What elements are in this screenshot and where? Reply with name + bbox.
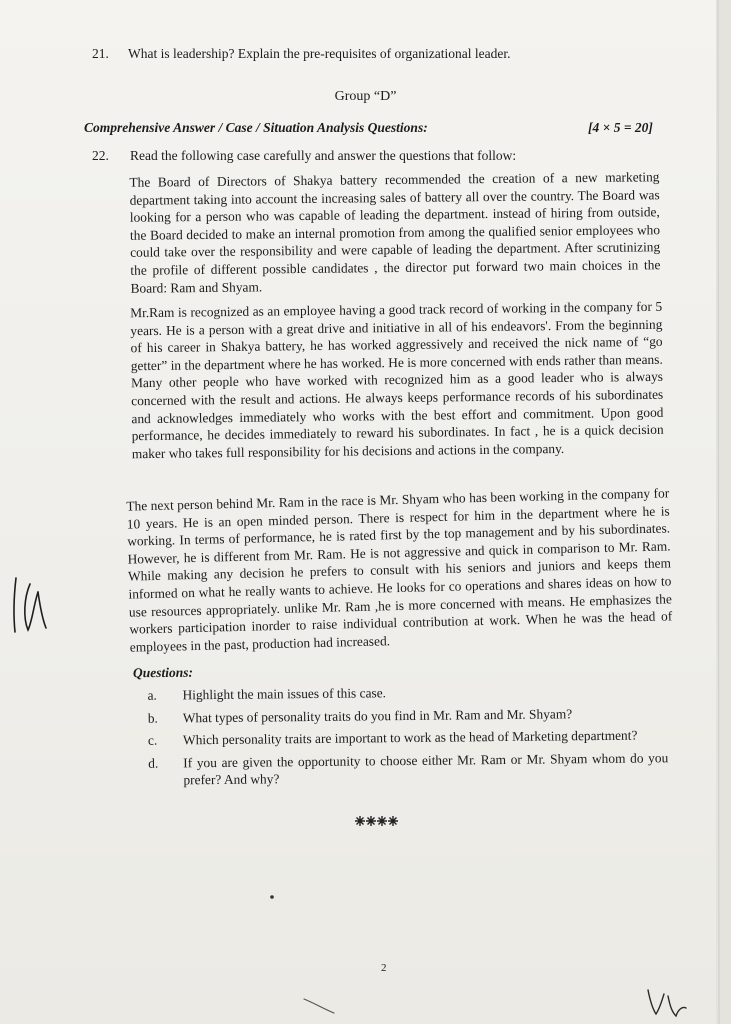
question-letter: a. (147, 687, 157, 703)
section-marks: [4 × 5 = 20] (588, 120, 653, 135)
question-letter: d. (148, 755, 159, 771)
question-22-number: 22. (92, 148, 109, 163)
case-paragraph-shyam: The next person behind Mr. Ram in the race is Mr. Shyam who has been working in the company for 10 years. He is an open minded person. There is respect for him in the department where he is working. In terms of performance, he is rated first by the top management and by his subordinates. However, he is different from Mr. Ram. He is not aggressive and quick in comparison to Mr. Ram. While making any decision he prefers to consult with his seniors and juniors and keeps them informed on what he really wants to achieve. He looks for co operations and shares ideas on how to use resources appropriately. unlike Mr. Ram ,he is more concerned with means. He emphasizes the workers participation inorder to raise individual contribution at work. When he was the head of employees in the past, production had increased. (126, 485, 673, 655)
stray-pen-mark (300, 995, 340, 1017)
question-21-text: What is leadership? Explain the pre-requisites of organizational leader. (128, 46, 511, 61)
case-paragraph-board: The Board of Directors of Shakya battery recommended the creation of a new marketing department taking into account the increasing sales of battery all over the country. The Board was looking for a person who was capable of leading the department. instead of hiring from outside, the Board decided to make an internal promotion from among the qualified senior employees who could take over the responsibility and were capable of leading the department. After scrutinizing the profile of different possible candidates , the director put forward two main choices in the Board: Ram and Shyam. (129, 169, 661, 296)
page-number: 2 (381, 962, 387, 974)
handwritten-margin-mark (8, 570, 54, 640)
handwritten-corner-mark (642, 986, 692, 1020)
question-letter: c. (147, 732, 158, 748)
end-ornament-icon (354, 813, 400, 829)
question-text: What types of personality traits do you find in Mr. Ram and Mr. Shyam? (182, 705, 573, 725)
question-text: Which personality traits are important to work as the head of Marketing department? (182, 727, 638, 748)
question-22-text: Read the following case carefully and answer the questions that follow: (130, 148, 517, 163)
case-paragraph-ram: Mr.Ram is recognized as an employee having a good track record of working in the company for 5 years. He is a person with a great drive and initiative in all of his endeavors'. From the beginning of his career in Shakya battery, he has worked aggressively and received the nick name of “go getter” in the department where he has worked. He is more concerned with ends rather than means. Many other people who have worked with recognized him as a good leader who is always concerned with the result and actions. He always keeps performance records of his subordinates and acknowledges immediately who works with the best effort and commitment. Upon good performance, he decides immediately to reward his subordinates. In fact , he is a quick decision maker who takes full responsibility for his decisions and actions in the company. (130, 298, 664, 461)
section-title: Comprehensive Answer / Case / Situation Analysis Questions: (84, 120, 428, 135)
question-22 (92, 148, 516, 164)
group-heading: Group “D” (334, 89, 397, 104)
question-item-c (148, 726, 668, 749)
question-item-b (148, 704, 668, 727)
question-21-number: 21. (92, 46, 109, 61)
questions-heading: Questions: (132, 664, 194, 681)
question-21 (92, 46, 510, 62)
question-item-d (148, 749, 668, 790)
right-edge-shadow (716, 0, 731, 1024)
question-text: If you are given the opportunity to choose either Mr. Ram or Mr. Shyam whom do you prefer? And why? (183, 750, 669, 788)
question-letter: b. (147, 710, 158, 726)
stray-dot-mark (268, 893, 276, 901)
questions-list (147, 681, 668, 794)
question-item-a (147, 681, 667, 704)
question-text: Highlight the main issues of this case. (182, 685, 387, 703)
